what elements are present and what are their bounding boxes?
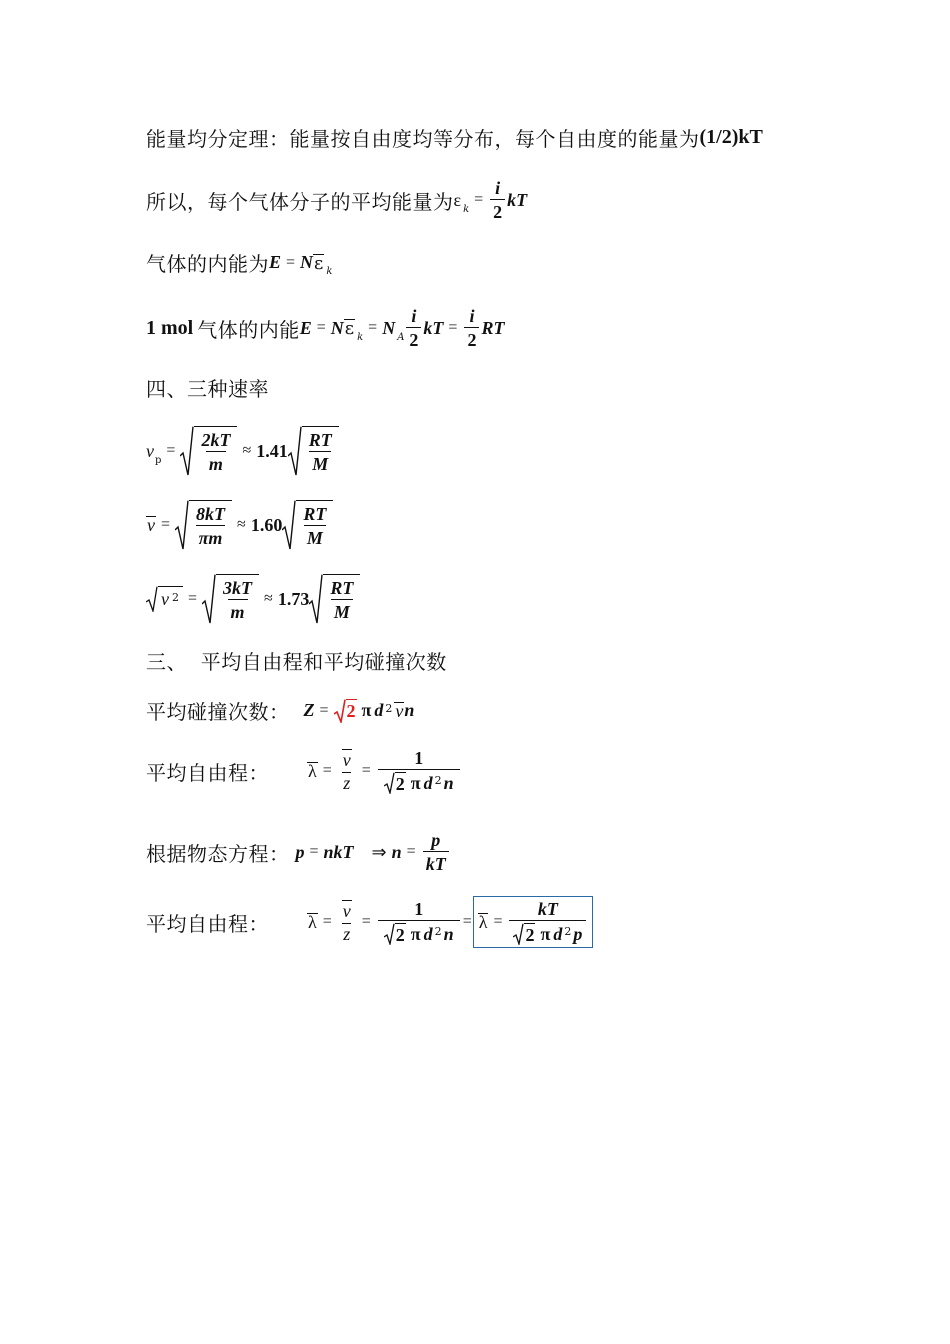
- sqrt-2kt-over-m: $\frac{2kT}{m}$: [180, 426, 237, 476]
- fraction-v-over-z: v z: [342, 749, 351, 793]
- equals-sign: =: [462, 913, 472, 930]
- avg-energy-line: [146, 178, 527, 222]
- radical-sign: [334, 699, 346, 723]
- section-four-heading: [146, 373, 269, 402]
- mol-energy-text: 气体的内能: [197, 317, 300, 342]
- fraction-i-over-2: $\frac{i}{2}$: [464, 306, 479, 350]
- implies-arrow: ⇒: [371, 841, 387, 862]
- pi-symbol: π: [361, 700, 372, 720]
- equals-sign: =: [316, 319, 326, 336]
- equals-sign: =: [322, 913, 332, 930]
- lambda-bar: λ: [308, 761, 317, 781]
- exponent-2: 2: [385, 702, 393, 715]
- sqrt-rt-over-m: $\frac{RT}{M}$: [282, 500, 333, 550]
- fraction-one-over-sqrt2-pi-d2-n: 1 2 π d 2 n: [378, 748, 460, 794]
- approx-sign: ≈: [237, 516, 246, 533]
- section-three-heading: [146, 646, 447, 675]
- equipartition-kt: (1/2)kT: [699, 126, 763, 148]
- equals-sign: =: [448, 319, 458, 336]
- radical-sign: [180, 426, 194, 476]
- radical-sign: [202, 574, 216, 624]
- n-density: n: [391, 841, 402, 862]
- equals-sign: =: [286, 253, 296, 271]
- epsilon-bar: ε: [344, 318, 355, 339]
- free-path-final-line: [146, 896, 593, 948]
- section-four-text: 四、三种速率: [146, 377, 269, 401]
- equals-sign: =: [368, 319, 378, 336]
- fraction-v-over-z: v z: [342, 900, 351, 944]
- fraction-i-over-2: $\frac{i}{2}$: [406, 306, 421, 350]
- internal-energy-line: [146, 248, 332, 277]
- z-symbol: Z: [303, 700, 315, 720]
- equals-sign: =: [474, 191, 484, 208]
- equals-sign: =: [161, 516, 171, 533]
- rms-speed-formula: [146, 574, 360, 624]
- kt-term: kT: [423, 317, 444, 338]
- equals-sign: =: [361, 913, 371, 930]
- radical-sign: [175, 500, 189, 550]
- radical-sign: [282, 500, 296, 550]
- equals-sign: =: [493, 913, 503, 930]
- fraction-i-over-2: $\frac{i}{2}$: [490, 178, 505, 222]
- boxed-result: [473, 896, 594, 948]
- one-mol: 1 mol: [146, 316, 194, 339]
- sqrt-8kt-over-pim: $\frac{8kT}{\pi m}$: [175, 500, 232, 550]
- free-path-line: [146, 748, 462, 794]
- v-symbol: v: [161, 589, 169, 609]
- sqrt-2: 2: [334, 699, 357, 723]
- state-equation-line: [146, 830, 451, 874]
- lambda-bar: λ: [478, 912, 488, 932]
- sqrt-3kt-over-m: $\frac{3kT}{m}$: [202, 574, 259, 624]
- lambda-bar: λ: [308, 912, 317, 932]
- mean-speed-formula: [146, 500, 333, 550]
- equals-sign: =: [406, 843, 416, 860]
- fraction-kt-over-sqrt2-pi-d2-p: kT 2 π d 2 p: [509, 899, 586, 945]
- equals-sign: =: [322, 762, 332, 779]
- v-bar-symbol: v: [395, 700, 404, 721]
- rt-term: RT: [481, 317, 505, 338]
- equals-sign: =: [319, 701, 329, 719]
- kt-term: kT: [507, 189, 528, 210]
- mol-energy-line: [146, 306, 504, 350]
- equals-sign: =: [188, 590, 198, 607]
- radical-sign: [146, 586, 158, 612]
- energy-symbol: E: [269, 252, 282, 272]
- epsilon-symbol: ε: [453, 189, 462, 210]
- fraction-one-over-sqrt2-pi-d2-n: 1 2 π d 2 n: [378, 899, 460, 945]
- sqrt-v-squared: [146, 586, 183, 612]
- fraction-p-over-kt: $\frac{p}{kT}$: [423, 830, 449, 874]
- sqrt-rt-over-m: $\frac{RT}{M}$: [288, 426, 339, 476]
- n-symbol: N: [382, 317, 396, 338]
- avg-energy-text: 所以，每个气体分子的平均能量为: [146, 189, 454, 214]
- p-symbol: p: [295, 841, 305, 862]
- equipartition-text: 能量均分定理：能量按自由度均等分布，每个自由度的能量为: [146, 127, 700, 151]
- equals-sign: =: [361, 762, 371, 779]
- section-three-text: 三、 平均自由程和平均碰撞次数: [146, 650, 447, 674]
- coefficient-141: 1.41: [256, 440, 288, 461]
- free-path-label-2: 平均自由程：: [146, 911, 269, 936]
- collision-label: 平均碰撞次数：: [146, 700, 290, 724]
- internal-energy-text: 气体的内能为: [146, 252, 269, 276]
- approx-sign: ≈: [242, 442, 252, 459]
- equals-sign: =: [309, 843, 319, 860]
- energy-symbol: E: [299, 317, 312, 338]
- state-eq-label: 根据物态方程：: [146, 841, 290, 866]
- v-sub-p: p: [155, 454, 162, 466]
- n-density: n: [404, 700, 415, 720]
- equals-sign: =: [166, 442, 176, 459]
- nkt-term: nkT: [323, 841, 354, 862]
- equipartition-line: [146, 123, 763, 152]
- most-probable-speed-formula: [146, 426, 339, 476]
- epsilon-sub-k: k: [357, 331, 364, 343]
- n-symbol: N: [300, 252, 314, 272]
- radical-sign: [309, 574, 323, 624]
- radical-sign: [288, 426, 302, 476]
- epsilon-sub-k: k: [463, 203, 470, 215]
- exponent-2: 2: [172, 591, 179, 604]
- coefficient-173: 1.73: [277, 588, 310, 609]
- free-path-label: 平均自由程：: [146, 760, 269, 785]
- d-symbol: d: [374, 700, 384, 720]
- v-bar-symbol: v: [147, 515, 155, 535]
- v-symbol: v: [146, 440, 154, 461]
- epsilon-bar: ε: [314, 252, 324, 274]
- sqrt-rt-over-m: $\frac{RT}{M}$: [309, 574, 360, 624]
- approx-sign: ≈: [264, 590, 273, 607]
- n-symbol: N: [330, 317, 344, 338]
- collision-frequency-line: [146, 696, 414, 725]
- avogadro-sub-a: A: [397, 331, 405, 343]
- epsilon-sub-k: k: [326, 266, 333, 277]
- coefficient-160: 1.60: [250, 514, 283, 535]
